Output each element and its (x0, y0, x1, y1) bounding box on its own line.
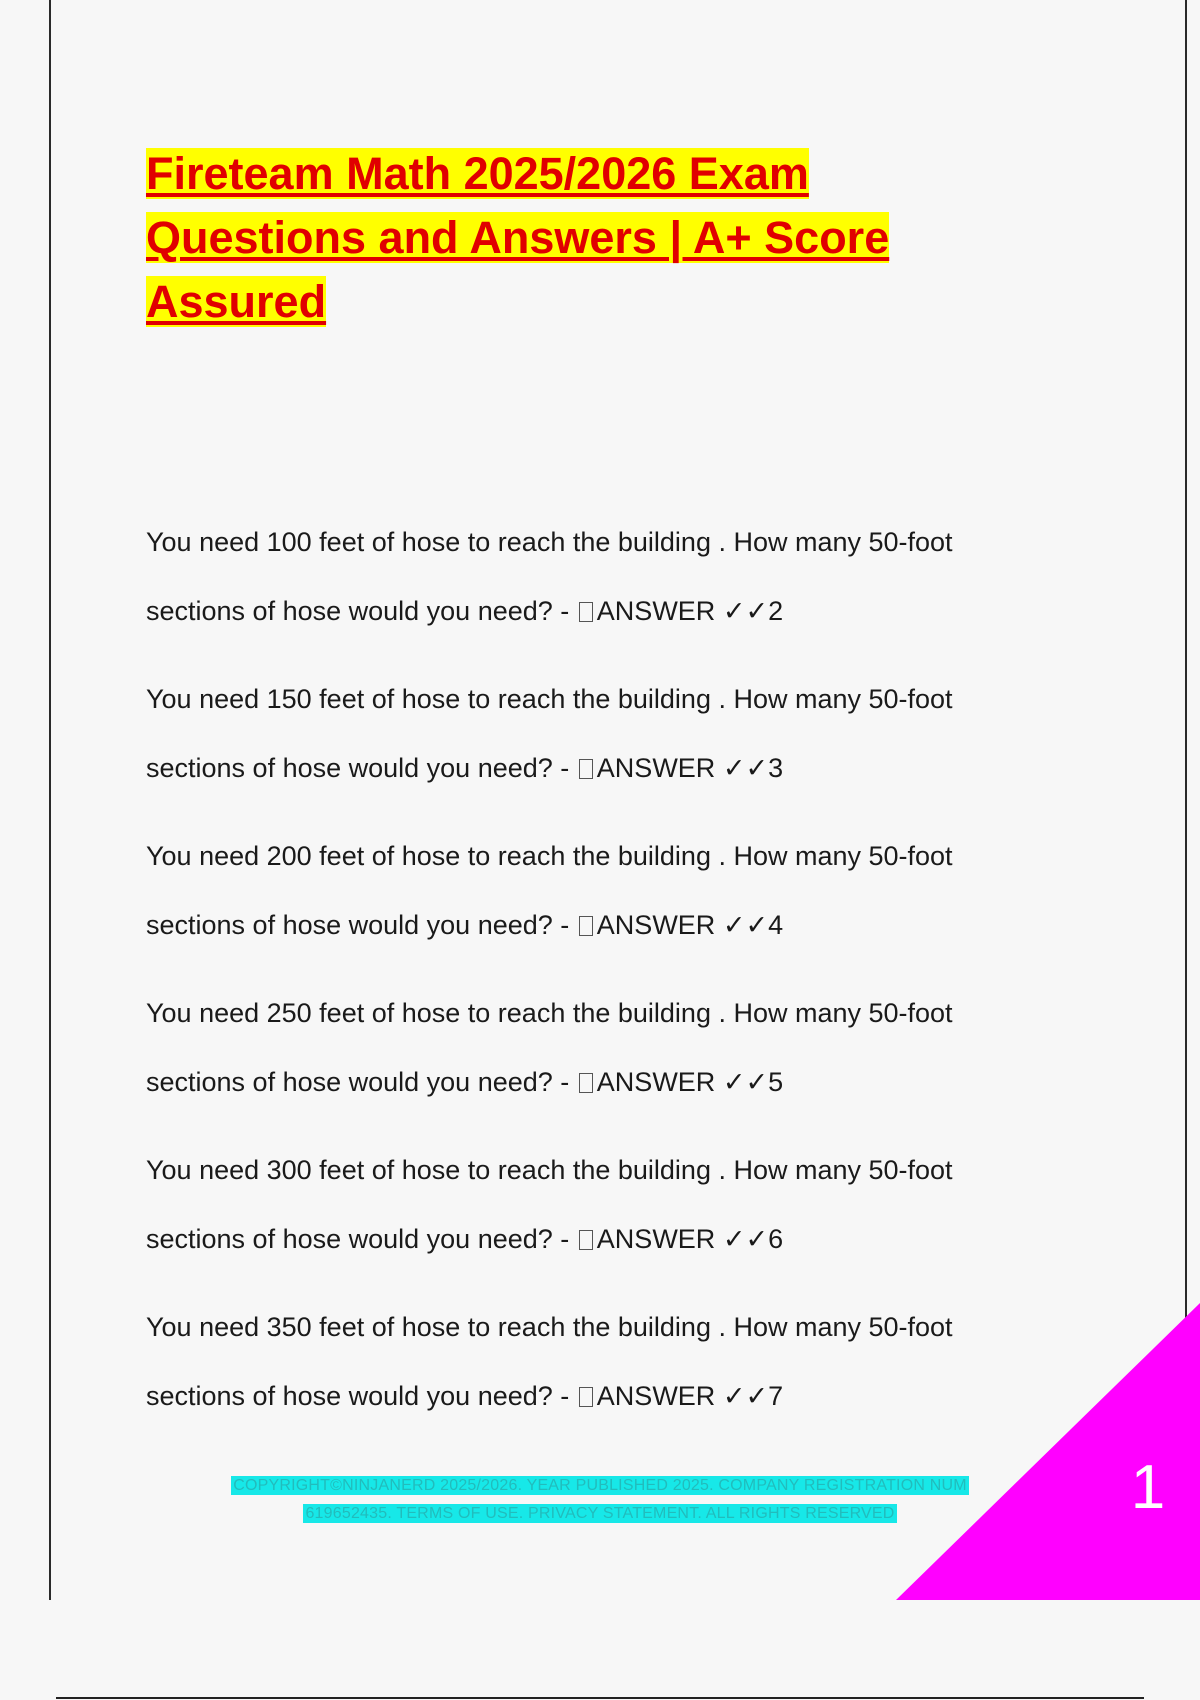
document-title-text: Fireteam Math 2025/2026 Exam Questions and Answers | A+ Score Assured (146, 148, 890, 327)
answer-value: 4 (768, 910, 784, 940)
question-text: You need 100 feet of hose to reach the building . How many 50-foot sections of hose would you need? - (146, 527, 953, 626)
qa-item (146, 1136, 1046, 1274)
footer-line-1: COPYRIGHT©NINJANERD 2025/2026. YEAR PUBLISHED 2025. COMPANY REGISTRATION NUM (233, 1477, 967, 1494)
question-text: You need 350 feet of hose to reach the building . How many 50-foot sections of hose would you need? - (146, 1312, 953, 1411)
answer-value: 5 (768, 1067, 784, 1097)
check-marks: ✓✓ (722, 1067, 769, 1097)
page-bottom-rule (56, 1697, 1144, 1699)
answer-label: ANSWER (596, 1381, 716, 1411)
qa-item (146, 508, 1046, 646)
qa-item (146, 822, 1046, 960)
document-title (146, 142, 1026, 334)
question-text: You need 300 feet of hose to reach the building . How many 50-foot sections of hose would you need? - (146, 1155, 953, 1254)
footer-line-2: 619652435. TERMS OF USE. PRIVACY STATEMENT. ALL RIGHTS RESERVED (305, 1505, 895, 1522)
missing-glyph-box-icon (579, 916, 593, 936)
missing-glyph-box-icon (579, 1387, 593, 1407)
answer-value: 3 (768, 753, 784, 783)
answer-label: ANSWER (596, 1067, 716, 1097)
missing-glyph-box-icon (579, 602, 593, 622)
question-text: You need 250 feet of hose to reach the building . How many 50-foot sections of hose would you need? - (146, 998, 953, 1097)
answer-label: ANSWER (596, 910, 716, 940)
answer-value: 2 (768, 596, 784, 626)
check-marks: ✓✓ (722, 1381, 769, 1411)
check-marks: ✓✓ (722, 910, 769, 940)
page-number: 1 (1130, 1453, 1166, 1522)
check-marks: ✓✓ (722, 596, 769, 626)
check-marks: ✓✓ (722, 1224, 769, 1254)
missing-glyph-box-icon (579, 759, 593, 779)
answer-label: ANSWER (596, 1224, 716, 1254)
question-text: You need 150 feet of hose to reach the building . How many 50-foot sections of hose would you need? - (146, 684, 953, 783)
answer-label: ANSWER (596, 753, 716, 783)
answer-label: ANSWER (596, 596, 716, 626)
qa-item (146, 979, 1046, 1117)
question-text: You need 200 feet of hose to reach the building . How many 50-foot sections of hose would you need? - (146, 841, 953, 940)
answer-value: 6 (768, 1224, 784, 1254)
missing-glyph-box-icon (579, 1073, 593, 1093)
check-marks: ✓✓ (722, 753, 769, 783)
missing-glyph-box-icon (579, 1230, 593, 1250)
answer-value: 7 (768, 1381, 784, 1411)
qa-item (146, 665, 1046, 803)
